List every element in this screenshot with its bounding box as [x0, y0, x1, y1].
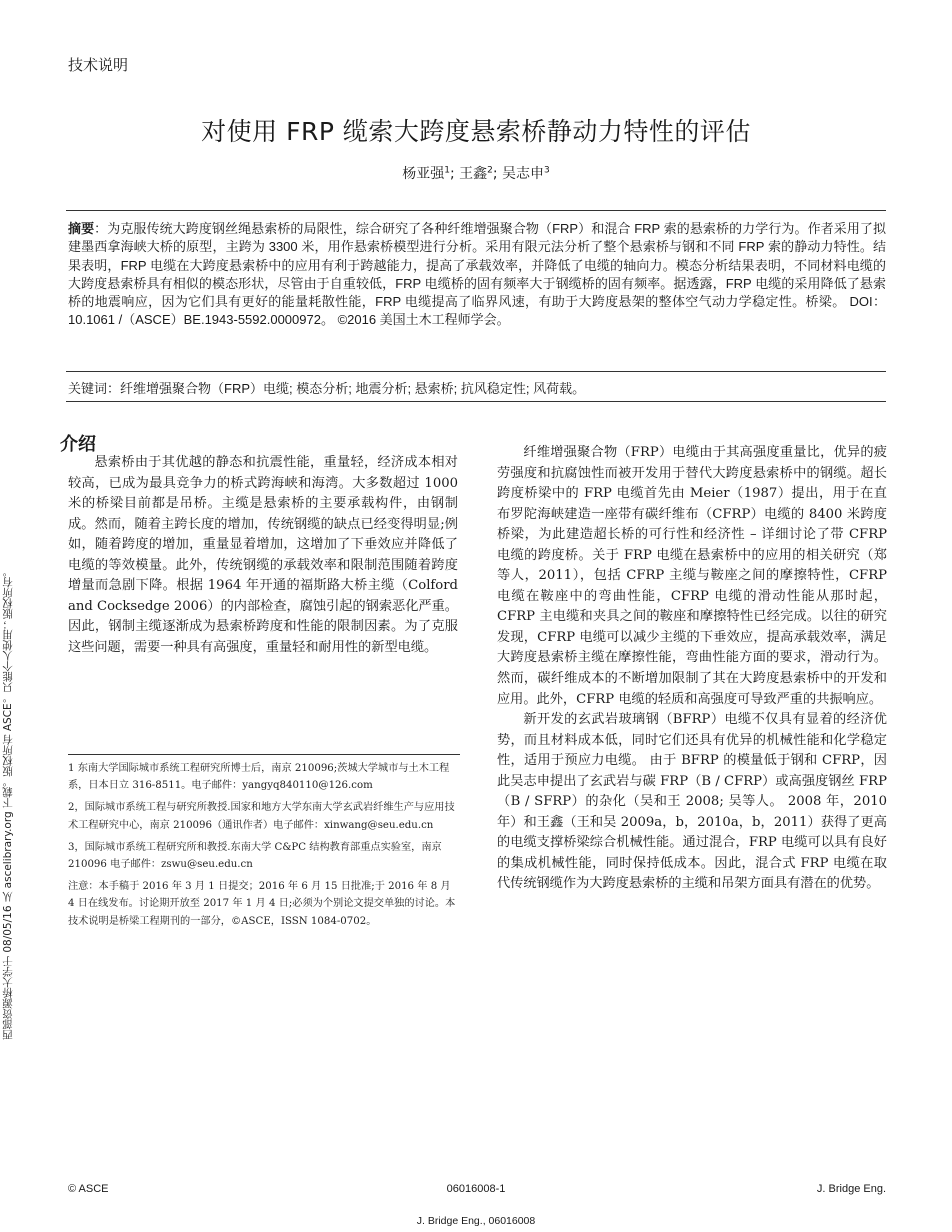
- footer-citation: J. Bridge Eng., 06016008: [416, 1215, 536, 1227]
- footnote: 3，国际城市系统工程研究所和教授.东南大学 C&PC 结构教育部重点实验室，南京 210096 电子邮件：zswu@seu.edu.cn: [68, 841, 442, 871]
- right-column-body: [497, 443, 887, 895]
- download-watermark: 西部资源桥大学于 08/05/16 从 ascelibrary.org 下载。版权所有 ASCE。只能个人使用；版权所有。: [2, 566, 14, 1040]
- author-name: 吴志申: [502, 166, 545, 182]
- left-column-body: [68, 453, 458, 658]
- paragraph: 新开发的玄武岩玻璃钢（BFRP）电缆不仅具有显着的经济优势，而且材料成本低，同时它们还具有优异的机械性能和化学稳定性，适用于预应力电缆。 由于 BFRP 的模量低于钢和 CFRP，因此吴志申提出了玄武岩与碳 FRP（B / CFRP）或高强度钢丝 FRP（B / SFRP）的杂化（吴和王 2008; 吴等人。 2008 年，2010 年）和王鑫（王和吴 2009a，b，2010a，b，2011）获得了更高的电缆支撑桥梁综合机械性能。通过混合，FRP 电缆可以具有良好的集成机械性能，同时保持低成本。因此，混合式 FRP 电缆在取代传统钢缆作为大跨度悬索桥的主缆和吊架方面具有潜在的优势。: [497, 712, 887, 892]
- author-name: 王鑫: [459, 166, 488, 182]
- keywords: 关键词：纤维增强聚合物（FRP）电缆; 模态分析; 地震分析; 悬索桥; 抗风稳定性; 风荷载。: [68, 381, 586, 396]
- footer-journal: J. Bridge Eng.: [816, 1183, 886, 1195]
- footnotes: [68, 760, 460, 935]
- author-affiliation-mark: 1: [444, 165, 450, 176]
- footnote-rule: [68, 754, 460, 755]
- author-separator: ;: [449, 166, 460, 182]
- footer-page-id: 06016008-1: [446, 1183, 506, 1195]
- keywords-top-rule: [66, 371, 886, 372]
- author-name: 杨亚强: [402, 166, 445, 182]
- abstract-label: 摘要: [68, 221, 95, 236]
- abstract-text: ：为克服传统大跨度钢丝绳悬索桥的局限性，综合研究了各种纤维增强聚合物（FRP）和混合 FRP 索的悬索桥的力学行为。作者采用了拟建墨西拿海峡大桥的原型，主跨为 3300 米，用作悬索桥模型进行分析。采用有限元法分析了整个悬索桥与钢和不同 FRP 索的静动力特性。结果表明，FRP 电缆在大跨度悬索桥中的应用有利于跨越能力，提高了承载效率，并降低了电缆的轴向力。模态分析结果表明，不同材料电缆的大跨度悬索桥具有相似的模态形状，尽管由于自重较低，FRP 电缆桥的固有频率大于钢缆桥的固有频率。据透露，FRP 电缆的采用降低了悬索桥的地震响应，因为它们具有更好的能量耗散性能，FRP 电缆提高了临界风速，有助于大跨度悬架的整体空气动力学稳定性。桥梁。 DOI：10.1061 /（ASCE）BE.1943-5592.0000972。 ©2016 美国土木工程师学会。: [68, 221, 886, 328]
- author-separator: ;: [492, 166, 503, 182]
- author-affiliation-mark: 3: [544, 165, 550, 176]
- footer-copyright: © ASCE: [68, 1183, 109, 1195]
- abstract-top-rule: [66, 210, 886, 211]
- paragraph: 悬索桥由于其优越的静态和抗震性能，重量轻，经济成本相对较高，已成为最具竞争力的桥式跨海峡和海湾。大多数超过 1000 米的桥梁目前都是吊桥。主缆是悬索桥的主要承载构件，由钢制成。然而，随着主跨长度的增加，传统钢缆的缺点已经变得明显;例如，随着跨度的增加，重量显着增加，这增加了下垂效应并降低了电缆的等效模量。此外，传统钢缆的承载效率和限制范围随着跨度增量而急剧下降。根据 1964 年开通的福斯路大桥主缆（Colford and Cocksedge 2006）的内部检查，腐蚀引起的钢索恶化严重。因此，钢制主缆逐渐成为悬索桥跨度和性能的限制因素。为了克服这些问题，需要一种具有高强度，重量轻和耐用性的新型电缆。: [68, 455, 458, 655]
- footnote: 1 东南大学国际城市系统工程研究所博士后，南京 210096;茨城大学城市与土木工程系，日本日立 316-8511。电子邮件：yangyq840110@126.com: [68, 763, 450, 792]
- abstract: [68, 220, 886, 330]
- paragraph: 纤维增强聚合物（FRP）电缆由于其高强度重量比，优异的疲劳强度和抗腐蚀性而被开发用于替代大跨度悬索桥中的钢缆。超长跨度桥梁中的 FRP 电缆首先由 Meier（1987）提出，用于在直布罗陀海峡建造一座带有碳纤维布（CFRP）电缆的 8400 米跨度桥梁，为此建造超长桥的可行性和经济性 – 详细讨论了带 CFRP 电缆的跨度桥。关于 FRP 电缆在悬索桥中的应用的相关研究（郑等人，2011），包括 CFRP 主缆与鞍座之间的摩擦特性，CFRP 电缆在鞍座中的弯曲性能，CFRP 电缆的滑动性能从那时起，CFRP 主电缆和夹具之间的鞍座和摩擦特性已经完成。以往的研究发现，CFRP 电缆可以减少主缆的下垂效应，提高承载效率，满足大跨度悬索桥主缆在摩擦性能，弯曲性能方面的要求，滑动行为。然而，碳纤维成本的不断增加限制了其在大跨度悬索桥中的开发和应用。此外，CFRP 电缆的轻质和高强度可导致严重的共振响应。: [497, 445, 887, 707]
- section-heading-introduction: 介绍: [60, 434, 96, 455]
- author-affiliation-mark: 2: [487, 165, 493, 176]
- footnote-note: 注意：本手稿于 2016 年 3 月 1 日提交；2016 年 6 月 15 日批准;于 2016 年 8 月 4 日在线发布。讨论期开放至 2017 年 1 月 4 日;必须为个别论文提交单独的讨论。本技术说明是桥梁工程期刊的一部分，©ASCE，ISSN 1084-0702。: [68, 881, 456, 927]
- footnote: 2，国际城市系统工程与研究所教授.国家和地方大学东南大学玄武岩纤维生产与应用技术工程研究中心，南京 210096（通讯作者）电子邮件：xinwang@seu.edu.cn: [68, 802, 455, 831]
- author-line: [0, 163, 952, 183]
- keywords-bottom-rule: [66, 401, 886, 402]
- paper-title: 对使用 FRP 缆索大跨度悬索桥静动力特性的评估: [201, 117, 751, 146]
- section-label: 技术说明: [68, 56, 129, 74]
